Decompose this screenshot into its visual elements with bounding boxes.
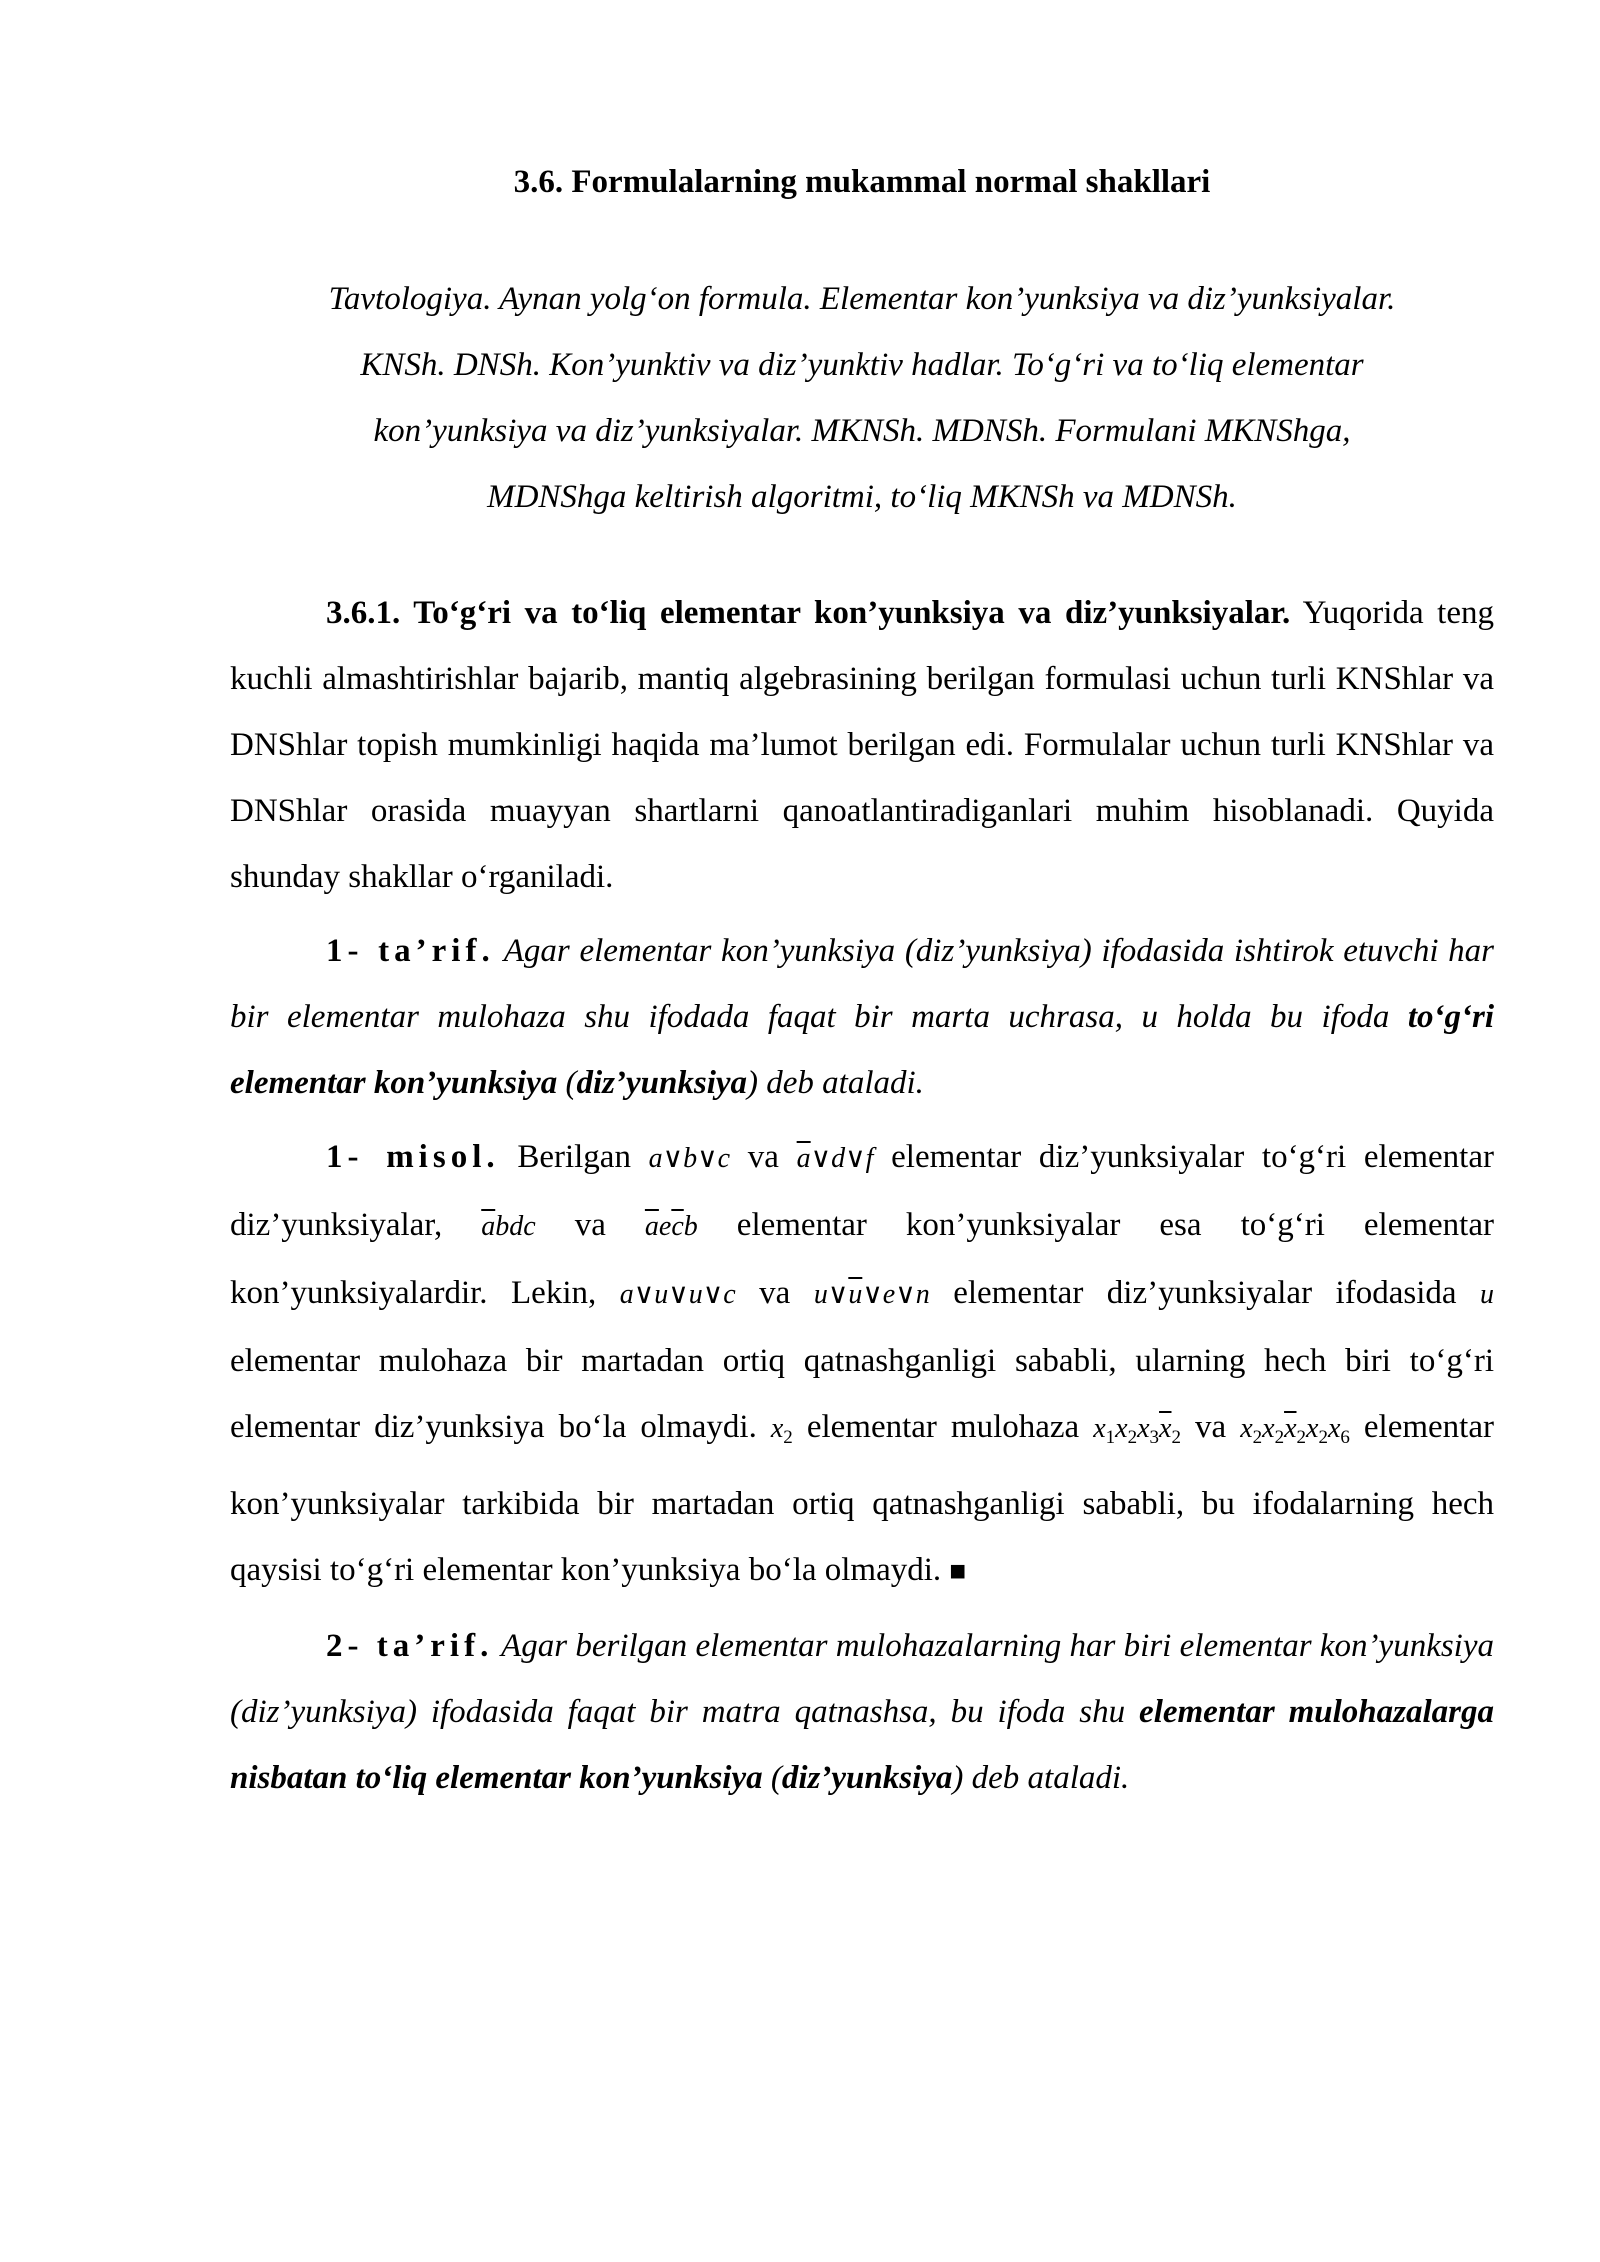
definition-text: ( xyxy=(762,1760,782,1796)
example-text: elementar kon’yunksiyalar esa to‘g‘ri elementar kon’yunksiyalardir. Lekin, xyxy=(230,1207,1494,1311)
formula: a∨u∨u∨c xyxy=(619,1279,736,1310)
definition-text: ( xyxy=(557,1065,577,1101)
end-of-proof-mark: ■ xyxy=(949,1556,967,1587)
keywords-line: kon’yunksiya va diz’yunksiyalar. MKNSh. MDNSh. Formulani MKNShga, xyxy=(373,413,1351,449)
definition-text: Agar elementar kon’yunksiya (diz’yunksiya) ifodasida ishtirok etuvchi har bir elementar mulohaza shu ifodada faqat bir marta uchrasa, u holda bu ifoda xyxy=(230,933,1494,1035)
formula: $\overline{a}bdc$ xyxy=(481,1211,536,1242)
formula: a∨b∨c xyxy=(648,1143,731,1174)
example-text: va xyxy=(730,1139,797,1175)
page-content xyxy=(230,160,1494,1819)
formula: $u\vee\overline{u}\vee e\vee n$ xyxy=(813,1279,930,1310)
example-1 xyxy=(230,1124,1494,1605)
formula: $\overline{a}\vee d\vee f$ xyxy=(796,1143,874,1174)
subsection-paragraph xyxy=(230,580,1494,910)
example-text: elementar mulohaza bir martadan ortiq qatnashganligi sababli, ularning hech biri to‘g‘ri elementar diz’yunksiya bo‘la olmaydi. xyxy=(230,1343,1494,1445)
definition-text: Agar berilgan elementar mulohazalarning har biri elementar kon’yunksiya (diz’yunksiya) ifodasida faqat bir matra qatnashsa, bu ifoda shu xyxy=(230,1628,1494,1730)
example-text: elementar diz’yunksiyalar to‘g‘ri elementar diz’yunksiyalar, xyxy=(230,1139,1494,1243)
definition-label: 1- ta’rif. xyxy=(326,933,495,969)
example-text: elementar mulohaza xyxy=(792,1409,1094,1445)
definition-2 xyxy=(230,1613,1494,1811)
example-text: va xyxy=(735,1275,814,1311)
definition-1 xyxy=(230,918,1494,1116)
keywords-line: Tavtologiya. Aynan yolg‘on formula. Elementar kon’yunksiya va diz’yunksiyalar. xyxy=(328,281,1396,317)
formula: $x_1x_2x_3\overline{x}_2$ xyxy=(1093,1413,1181,1448)
example-text: Berilgan xyxy=(499,1139,649,1175)
keywords-block xyxy=(230,266,1494,530)
example-text: elementar diz’yunksiyalar ifodasida xyxy=(929,1275,1481,1311)
formula: u xyxy=(1480,1279,1495,1310)
definition-term: elementar mulohazalarga nisbatan to‘liq elementar kon’yunksiya xyxy=(230,1694,1495,1796)
definition-label: 2- ta’rif. xyxy=(326,1628,494,1664)
subsection-heading: 3.6.1. To‘g‘ri va to‘liq elementar kon’yunksiya va diz’yunksiyalar. xyxy=(326,595,1291,631)
definition-term: diz’yunksiya xyxy=(576,1065,748,1101)
section-title: 3.6. Formulalarning mukammal normal shakllari xyxy=(513,164,1211,200)
example-text: elementar kon’yunksiyalar tarkibida bir martadan ortiq qatnashganligi sababli, bu ifodalarning hech qaysisi to‘g‘ri elementar kon’yunksiya bo‘la olmaydi. xyxy=(230,1409,1494,1588)
definition-term: diz’yunksiya xyxy=(781,1760,953,1796)
keywords-line: MDNShga keltirish algoritmi, to‘liq MKNSh va MDNSh. xyxy=(487,479,1237,515)
formula: $x_2$ xyxy=(770,1413,793,1448)
example-text: va xyxy=(1180,1409,1241,1445)
example-label: 1- misol. xyxy=(326,1139,500,1175)
subsection-text: Yuqorida teng kuchli almashtirishlar bajarib, mantiq algebrasining berilgan formulasi uchun turli KNShlar va DNShlar topish mumkinligi haqida ma’lumot berilgan edi. Formulalar uchun turli KNShlar va DNShlar orasida muayyan shartlarni qanoatlantiradiganlari muhim hisoblanadi. Quyida shunday shakllar o‘rganiladi. xyxy=(230,595,1494,895)
formula: $x_2x_2\overline{x}_2x_2x_6$ xyxy=(1240,1413,1350,1448)
formula: $\overline{a}e\overline{c}b$ xyxy=(644,1211,698,1242)
definition-term: to‘g‘ri elementar kon’yunksiya xyxy=(230,999,1494,1101)
definition-text: ) deb ataladi. xyxy=(747,1065,924,1101)
keywords-line: KNSh. DNSh. Kon’yunktiv va diz’yunktiv hadlar. To‘g‘ri va to‘liq elementar xyxy=(360,347,1364,383)
example-text: va xyxy=(535,1207,645,1243)
definition-text: ) deb ataladi. xyxy=(952,1760,1130,1796)
